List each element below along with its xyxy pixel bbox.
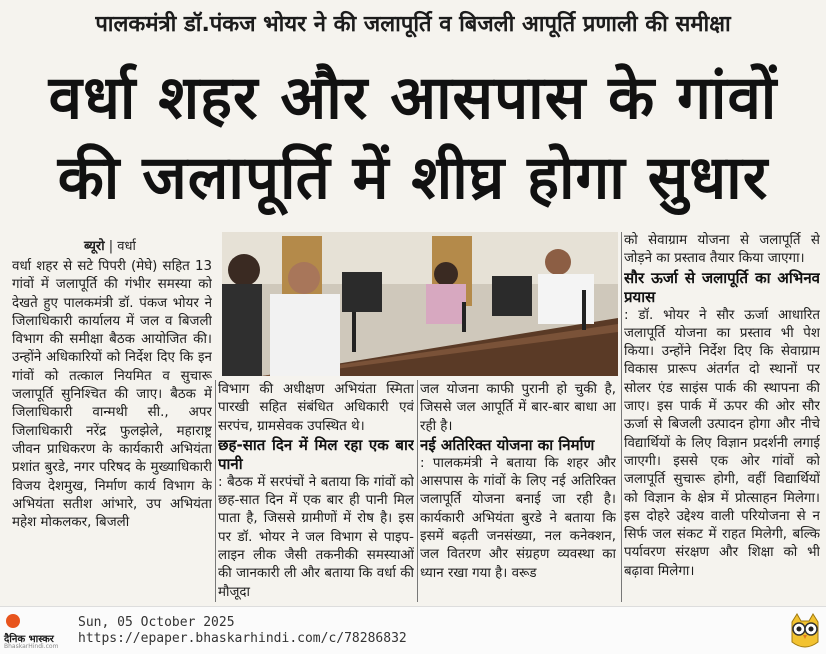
byline: ब्यूरो | वर्धा (84, 239, 136, 254)
publication-date: Sun, 05 October 2025 (78, 615, 235, 630)
kicker-line: पालकमंत्री डॉ.पंकज भोयर ने की जलापूर्ति व बिजली आपूर्ति प्रणाली की समीक्षा (95, 12, 731, 37)
owl-icon (788, 612, 822, 650)
article-column-4 (624, 232, 820, 606)
column-1-text: वर्धा शहर से सटे पिपरी (मेघे) सहित 13 गांवों में जलापूर्ति की गंभीर समस्या को देखते हुए पालकमंत्री डॉ. पंकज भोयर ने जिलाधिकारी कार्यालय में जल व बिजली विभाग की समीक्षा बैठक आयोजित की। उन्होंने अधिकारियों को निर्देश दिए कि इन गांवों को तत्काल नियमित व सुचारू जलापूर्ति सुनिश्चित की जाए। बैठक में जिलाधिकारी वान्मथी सी., अपर जिलाधिकारी नरेंद्र फुलझेले, महाराष्ट्र जीवन प्राधिकरण के कार्यकारी अभियंता प्रशांत बुरडे, नगर परिषद के मुख्याधिकारी विजय देशमुख, निर्माण कार्य विभाग के अभियंता सतीश आंभारे, उप अभियंता महेश मोकलकर, बिजली (12, 259, 212, 531)
column-2-text-bottom: : बैठक में सरपंचों ने बताया कि गांवों को छह-सात दिन में एक बार ही पानी मिल पाता है, जिससे ग्रामीणों में रोष है। इस पर डॉ. भोयर ने जल विभाग से पाइप-लाइन लीक जैसी तकनीकी समस्याओं की जानकारी ली और बताया कि वर्धा की मौजूदा (218, 474, 414, 600)
article-column-1 (12, 258, 212, 606)
byline-city: वर्धा (117, 239, 136, 254)
sun-logo-icon (6, 614, 20, 628)
publisher-url: BhaskarHindi.com (4, 643, 59, 650)
column-3-text-bottom: : पालकमंत्री ने बताया कि शहर और आसपास के गांवों के लिए नई अतिरिक्त जलापूर्ति योजना बनाई जा रही है। कार्यकारी अभियंता बुरडे ने बताया कि इसमें बढ़ती जनसंख्या, नल कनेक्शन, जल वितरण और संग्रहण व्यवस्था का ध्यान रखा गया है। वरूड (420, 455, 616, 581)
column-2-text-top: विभाग की अधीक्षण अभियंता स्मिता पारखी सहित संबंधित अधिकारी एवं सरपंच, ग्रामसेवक उपस्थित थे। (218, 382, 414, 434)
column-3-text-top: जल योजना काफी पुरानी हो चुकी है, जिससे जल आपूर्ति में बार-बार बाधा आ रही है। (420, 382, 616, 434)
article-column-2 (218, 381, 414, 606)
footer-bar (0, 606, 826, 654)
publisher-logo[interactable] (4, 614, 68, 650)
publisher-name: दैनिक भास्कर (4, 634, 54, 645)
subhead-water-shortage: छह-सात दिन में मिल रहा एक बार पानी (218, 435, 414, 473)
column-4-text-bottom: : डॉ. भोयर ने सौर ऊर्जा आधारित जलापूर्ति योजना का प्रस्ताव भी पेश किया। उन्होंने निर्देश दिए कि सेवाग्राम विकास प्रारूप अंतर्गत दो स्थानों पर सोलर एंड साइंस पार्क की स्थापना की जाए। इस पार्क में ऊपर की ओर सौर ऊर्जा से बिजली उत्पादन होगा और नीचे विद्यार्थियों के लिए विज्ञान प्रदर्शनी लगाई जाएगी। इससे एक ओर गांवों को जलापूर्ति सुचारू होगी, वहीं विद्यार्थियों को विज्ञान के क्षेत्र में प्रोत्साहन मिलेगा। इस दोहरे उद्देश्य वाली परियोजना से न सिर्फ जल संकट में राहत मिलेगी, बल्कि पर्यावरण संरक्षण और शिक्षा को भी बढ़ावा मिलेगा। (624, 307, 820, 579)
column-4-text-top: को सेवाग्राम योजना से जलापूर्ति से जोड़ने का प्रस्ताव तैयार किया जाएगा। (624, 233, 820, 267)
subhead-new-scheme: नई अतिरिक्त योजना का निर्माण (420, 435, 595, 454)
headline-line-1: वर्धा शहर और आसपास के गांवों (48, 63, 778, 133)
subhead-solar-energy: सौर ऊर्जा से जलापूर्ति का अभिनव प्रयास (624, 268, 820, 306)
epaper-link[interactable]: https://epaper.bhaskarhindi.com/c/78286832 (78, 631, 407, 646)
headline-line-2: की जलापूर्ति में शीघ्र होगा सुधार (57, 143, 769, 213)
column-divider (417, 380, 418, 602)
byline-bureau: ब्यूरो (84, 239, 105, 254)
meeting-photo (222, 232, 618, 376)
article-column-3 (420, 381, 616, 606)
column-divider (215, 380, 216, 602)
column-divider (621, 232, 622, 602)
